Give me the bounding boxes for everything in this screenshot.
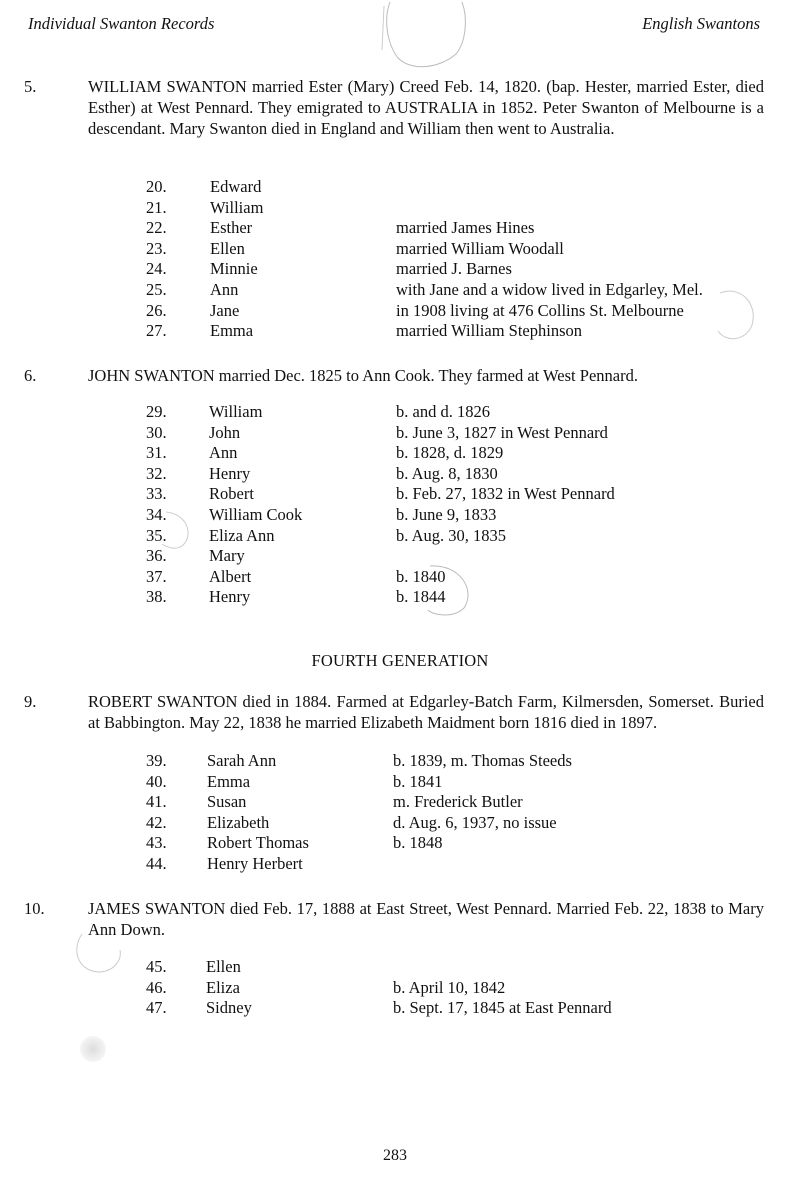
child-row [0,402,800,423]
children-list [0,177,800,342]
child-note: married William Stephinson [396,321,583,341]
child-note: b. Aug. 30, 1835 [396,525,507,545]
child-row [0,587,800,608]
child-name: Jane [210,300,240,320]
child-row [0,301,800,322]
child-note: b. 1839, m. Thomas Steeds [393,751,572,770]
child-note: married William Woodall [396,238,564,258]
children-list [0,751,800,875]
child-row [0,854,800,875]
child-note: b. 1840 [396,566,446,586]
children-list [0,957,800,1019]
child-row [0,813,800,834]
entry-number: 9. [24,692,37,711]
page-number: 283 [383,1147,407,1164]
entry-text: WILLIAM SWANTON married Ester (Mary) Creed Feb. 14, 1820. (bap. Hester, married Ester, died Esther) at West Pennard. They emigrated to AUSTRALIA in 1852. Peter Swanton of Melbourne is a descendant. Mary Swanton died in England and William then went to Australia. [88,77,764,138]
child-number: 35. [146,525,167,545]
child-row [0,484,800,505]
child-number: 30. [146,422,167,442]
child-note: b. Sept. 17, 1845 at East Pennard [393,998,612,1018]
child-row [0,505,800,526]
child-number: 36. [146,546,167,566]
child-row [0,218,800,239]
child-row [0,423,800,444]
scan-smudge [80,1036,106,1062]
child-name: Sarah Ann [207,751,277,770]
child-note: married James Hines [396,218,535,238]
children-list [0,402,800,608]
child-name: Emma [210,321,254,341]
child-row [0,526,800,547]
child-row [0,259,800,280]
child-number: 38. [146,587,167,607]
child-number: 24. [146,259,167,279]
child-row [0,198,800,219]
child-note: with Jane and a widow lived in Edgarley, Mel. [396,279,703,299]
child-name: Elizabeth [207,812,270,832]
entry-number: 10. [24,899,45,918]
child-number: 39. [146,751,167,770]
scan-smudge [378,0,470,72]
child-number: 26. [146,300,167,320]
child-row [0,239,800,260]
child-row [0,833,800,854]
child-note: b. 1844 [396,587,446,607]
child-number: 29. [146,402,167,421]
child-number: 41. [146,792,167,812]
child-name: Albert [209,566,252,586]
child-number: 32. [146,463,167,483]
child-row [0,772,800,793]
child-name: John [209,422,241,442]
child-name: Henry [209,587,251,607]
child-number: 46. [146,977,167,997]
child-number: 47. [146,998,167,1018]
child-name: William [209,402,263,421]
child-note: b. April 10, 1842 [393,977,506,997]
child-note: b. June 9, 1833 [396,504,497,524]
running-header [28,14,760,34]
child-number: 31. [146,443,167,463]
child-number: 43. [146,833,167,853]
child-note: married J. Barnes [396,259,512,279]
child-note: in 1908 living at 476 Collins St. Melbourne [396,300,684,320]
child-number: 45. [146,957,167,976]
child-note: b. Feb. 27, 1832 in West Pennard [396,484,615,504]
child-name: Minnie [210,259,258,279]
child-note: b. 1848 [393,833,443,853]
child-row [0,998,800,1019]
child-row [0,567,800,588]
header-left: Individual Swanton Records [28,14,215,33]
child-name: Eliza Ann [209,525,275,545]
child-row [0,321,800,342]
child-note: m. Frederick Butler [393,792,523,812]
child-number: 27. [146,321,167,341]
child-name: Robert Thomas [207,833,309,853]
entry-text: ROBERT SWANTON died in 1884. Farmed at Edgarley-Batch Farm, Kilmersden, Somerset. Buried at Babbington. May 22, 1838 he married Elizabeth Maidment born 1816 died in 1897. [88,692,764,732]
child-row [0,957,800,978]
child-name: William Cook [209,504,303,524]
child-note: b. June 3, 1827 in West Pennard [396,422,608,442]
child-number: 34. [146,504,167,524]
section-heading: FOURTH GENERATION [311,651,489,670]
child-note: b. Aug. 8, 1830 [396,463,498,483]
child-name: Ellen [210,238,245,258]
child-number: 37. [146,566,167,586]
child-row [0,546,800,567]
child-number: 25. [146,279,167,299]
child-name: Ellen [206,957,241,976]
entry-number: 6. [24,366,37,385]
child-row [0,443,800,464]
child-name: Ann [209,443,238,463]
child-row [0,280,800,301]
entry-text: JOHN SWANTON married Dec. 1825 to Ann Cook. They farmed at West Pennard. [88,366,638,385]
child-note: d. Aug. 6, 1937, no issue [393,812,557,832]
child-name: Ann [210,279,239,299]
child-name: Edward [210,177,262,196]
child-name: Henry Herbert [207,853,303,873]
child-number: 40. [146,771,167,791]
child-number: 20. [146,177,167,196]
child-row [0,978,800,999]
child-name: Eliza [206,977,240,997]
child-name: William [210,197,264,217]
child-row [0,792,800,813]
child-name: Sidney [206,998,252,1018]
child-number: 44. [146,853,167,873]
child-note: b. and d. 1826 [396,402,490,421]
child-name: Emma [207,771,251,791]
child-number: 23. [146,238,167,258]
child-number: 22. [146,218,167,238]
child-number: 42. [146,812,167,832]
entry-text: JAMES SWANTON died Feb. 17, 1888 at East Street, West Pennard. Married Feb. 22, 1838 to Mary Ann Down. [88,899,764,939]
entry-number: 5. [24,77,37,96]
child-name: Henry [209,463,251,483]
child-number: 33. [146,484,167,504]
child-note: b. 1828, d. 1829 [396,443,504,463]
header-right: English Swantons [642,14,760,33]
child-row [0,751,800,772]
child-name: Esther [210,218,253,238]
child-note: b. 1841 [393,771,443,791]
child-row [0,464,800,485]
child-name: Susan [207,792,247,812]
child-number: 21. [146,197,167,217]
child-name: Robert [209,484,254,504]
child-row [0,177,800,198]
child-name: Mary [209,546,245,566]
